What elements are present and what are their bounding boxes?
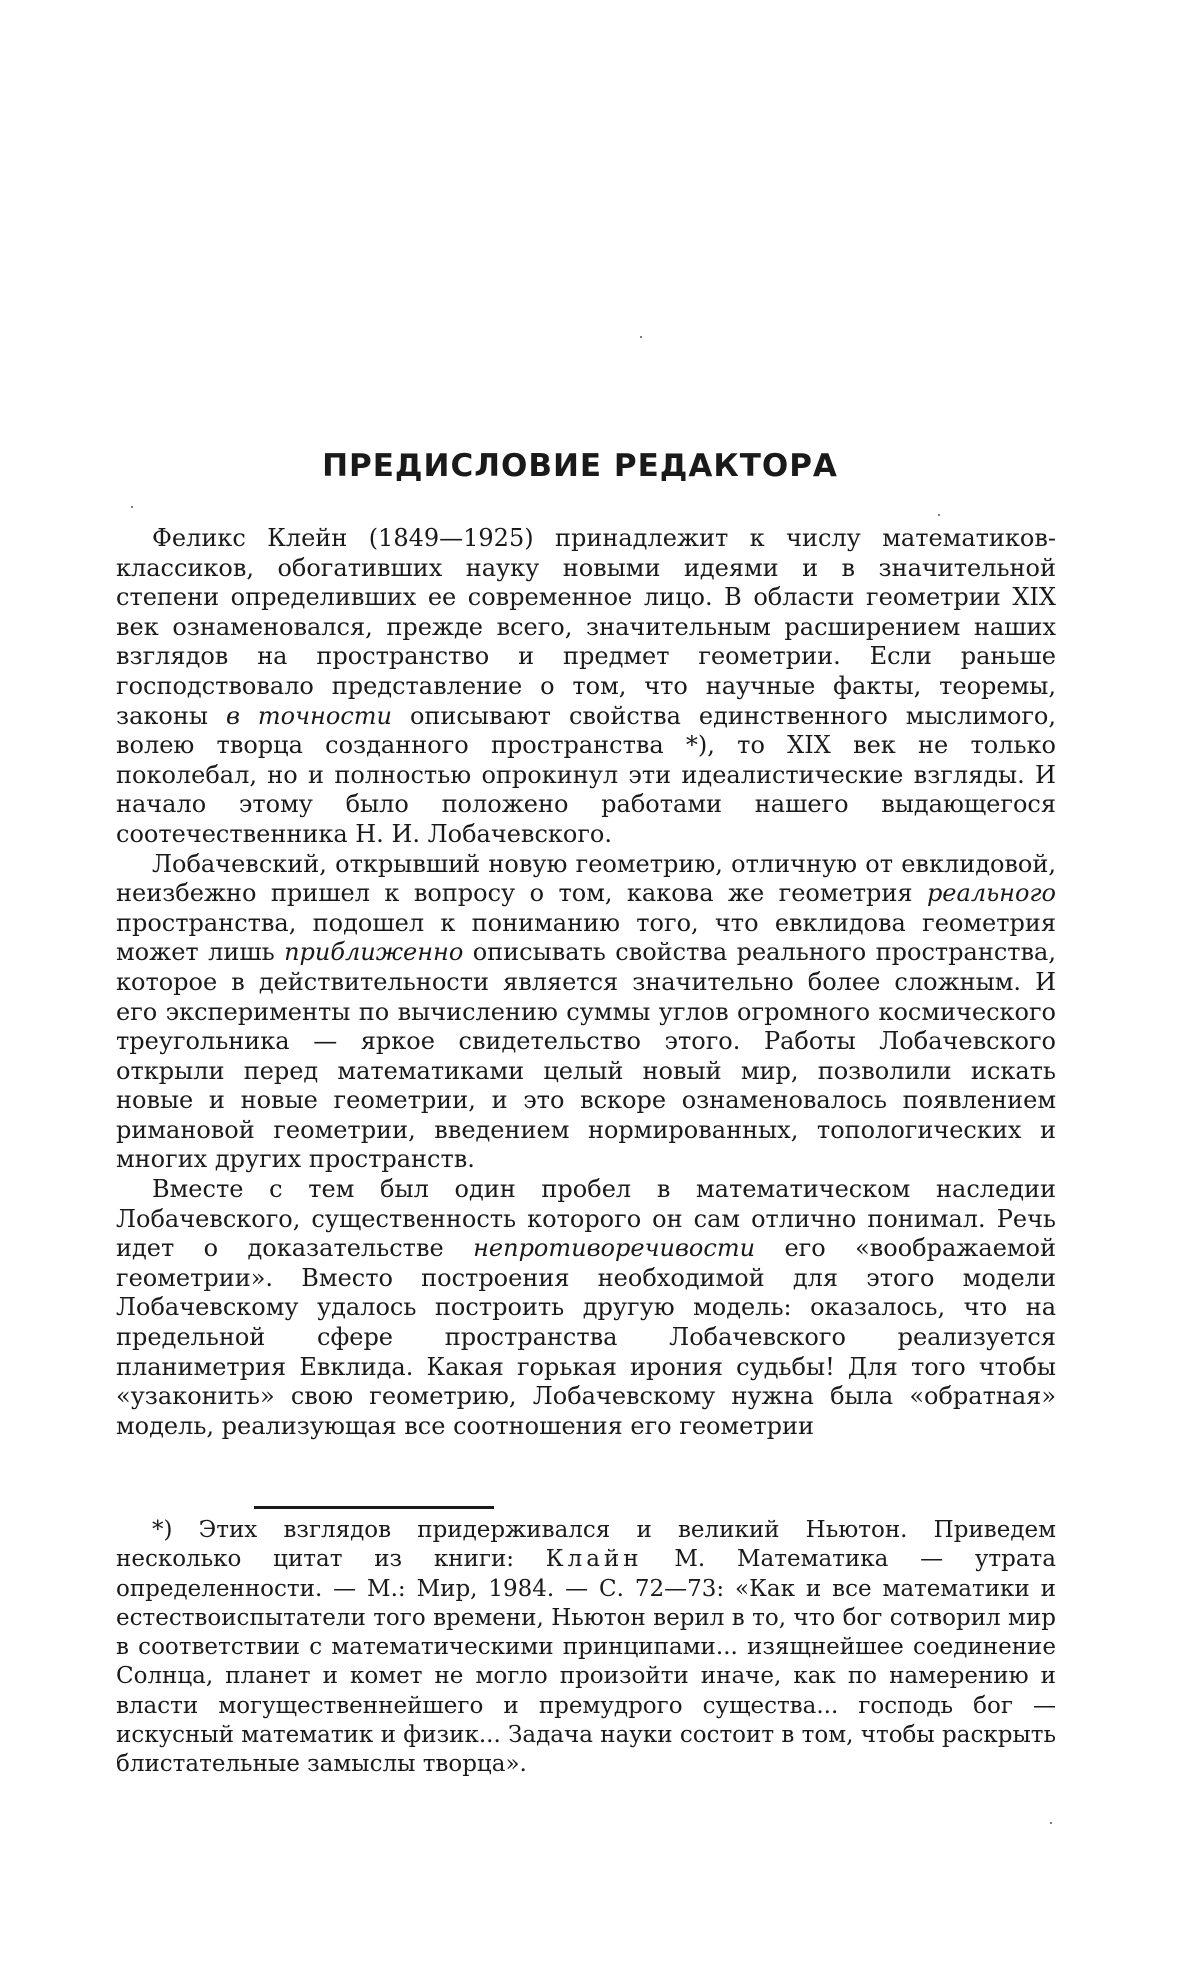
emphasis-text: непротиворечивости xyxy=(473,1234,756,1263)
emphasis-text: реального xyxy=(926,879,1056,908)
paragraph xyxy=(116,1175,1056,1441)
emphasis-text: в точности xyxy=(225,701,392,730)
scan-speck xyxy=(131,506,133,508)
text-run: Лобачевский, открывший новую геометрию, отличную от евклидовой, неизбежно пришел к вопросу о том, какова же геометрия xyxy=(116,849,1056,908)
scan-speck xyxy=(1050,1822,1052,1824)
body-text xyxy=(116,524,1056,1441)
text-run: описывать свойства реального пространства, которое в действительности является значительно более сложным. И его эксперименты по вычислению суммы углов огромного космического треугольника — яркое свидетельство этого. Работы Лобачевского открыли перед математиками целый новый мир, позволили искать новые и новые геометрии, и это вскоре ознаменовалось появлением римановой геометрии, введением нормированных, топологических и многих других пространств. xyxy=(116,938,1056,1174)
text-run: описывают свойства единственного мыслимого, волею творца созданного пространства *), то XIX век не только поколебал, но и полностью опрокинул эти идеалистические взгляды. И начало этому было положено работами нашего выдающегося соотечественника Н. И. Лобачевского. xyxy=(116,701,1056,848)
text-run: пространства, подошел к пониманию того, что евклидова геометрия может лишь xyxy=(116,908,1056,967)
text-run: Феликс Клейн (1849—1925) принадлежит к числу математиков-классиков, обогативших науку новыми идеями и в значительной степени определивших ее современное лицо. В области геометрии XIX век ознаменовался, прежде всего, значительным расширением наших взглядов на пространство и предмет геометрии. Если раньше господствовало представление о том, что научные факты, теоремы, законы xyxy=(116,524,1056,730)
footnote xyxy=(116,1516,1056,1780)
emphasis-text: приближенно xyxy=(284,938,464,967)
scan-speck xyxy=(640,336,642,338)
scan-speck xyxy=(938,514,940,516)
text-run: Вместе с тем был один пробел в математическом наследии Лобачевского, существенность которого он сам отлично понимал. Речь идет о доказательстве xyxy=(116,1175,1056,1263)
paragraph xyxy=(116,850,1056,1176)
text-run: *) Этих взглядов придерживался и великий Ньютон. Приведем несколько цитат из книги: xyxy=(116,1517,1056,1573)
spaced-author-name: Клайн xyxy=(545,1546,643,1573)
footnote-separator xyxy=(254,1506,494,1509)
page-title: ПРЕДИСЛОВИЕ РЕДАКТОРА xyxy=(322,448,838,484)
text-run: его «воображаемой геометрии». Вместо построения необходимой для этого модели Лобачевскому удалось построить другую модель: оказалось, что на предельной сфере пространства Лобачевского реализуется планиметрия Евклида. Какая горькая ирония судьбы! Для того чтобы «узаконить» свою геометрию, Лобачевскому нужна была «обратная» модель, реализующая все соотношения его геометрии xyxy=(116,1234,1057,1440)
paragraph xyxy=(116,524,1056,850)
text-run: М. Математика — утрата определенности. — М.: Мир, 1984. — С. 72—73: «Как и все математики и естествоиспытатели того времени, Ньютон верил в то, что бог сотворил мир в соответствии с математическими принципами... изящнейшее соединение Солнца, планет и комет не могло произойти иначе, как по намерению и власти могущественнейшего и премудрого существа... господь бог — искусный математик и физик... Задача науки состоит в том, чтобы раскрыть блистательные замыслы творца». xyxy=(116,1546,1056,1778)
